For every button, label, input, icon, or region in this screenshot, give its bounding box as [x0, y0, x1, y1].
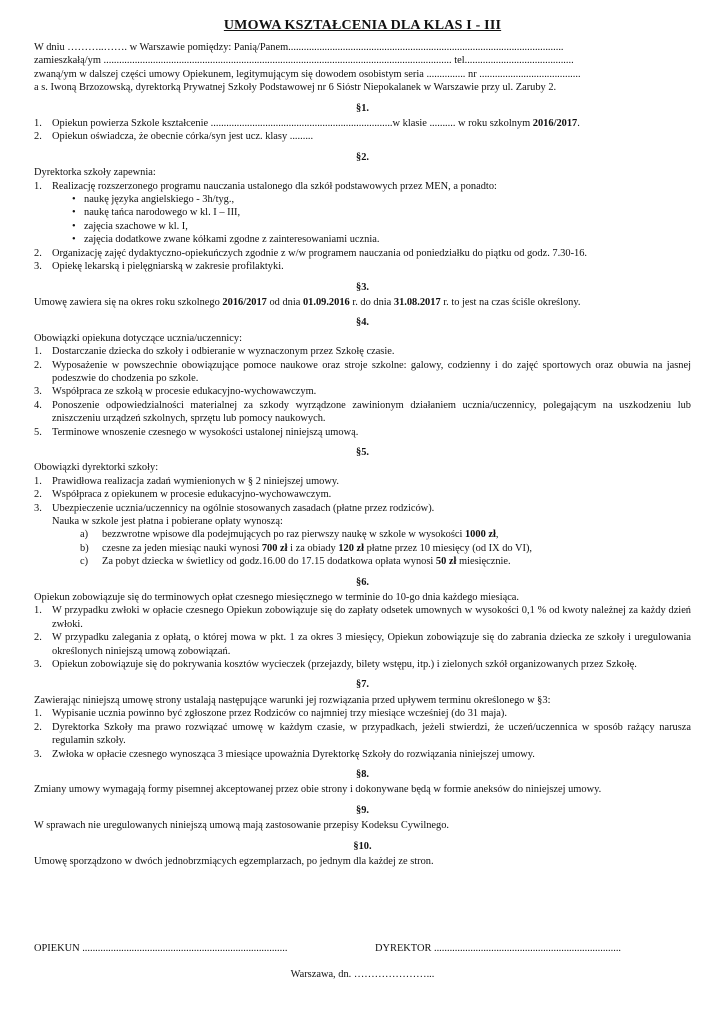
section-4-heading: §4.	[356, 317, 369, 329]
section-4-item-1: 1. Dostarczanie dziecka do szkoły i odbieranie w wyznaczonym przez Szkołę czasie.	[34, 346, 395, 358]
bullet-item: • naukę języka angielskiego - 3h/tyg.,	[72, 193, 691, 206]
section-5-list	[34, 475, 691, 515]
section-4-lead: Obowiązki opiekuna dotyczące ucznia/uczennicy:	[34, 332, 243, 344]
section-1-item-1: 1. Opiekun powierza Szkole kształcenie ......................................................................w klasie .......... w roku szkolnym 2016/2017.	[34, 118, 580, 130]
section-4-item-3: 3. Współpraca ze szkołą w procesie edukacyjno-wychowawczym.	[34, 386, 317, 398]
signature-row	[34, 942, 691, 956]
section-4-list	[34, 345, 691, 439]
section-5-heading: §5.	[356, 446, 369, 458]
fee-item-a: a) bezzwrotne wpisowe dla podejmujących po raz pierwszy naukę w szkole w wysokości 1000 zł,	[80, 529, 499, 541]
intro-block	[34, 41, 691, 95]
intro-line-2: zamieszkałą/ym ...................................................................................................................................... tel..........................................	[34, 55, 574, 67]
section-7-item-3: 3. Zwłoka w opłacie czesnego wynosząca 3 miesiące upoważnia Dyrektorkę Szkoły do rozwiązania niniejszej umowy.	[34, 748, 535, 760]
section-1-item-2: 2. Opiekun oświadcza, że obecnie córka/syn jest ucz. klasy .........	[34, 131, 314, 143]
section-6-lead: Opiekun zobowiązuje się do terminowych opłat czesnego miesięcznego w terminie do 10-go dnia każdego miesiąca.	[34, 592, 520, 604]
section-7-list	[34, 707, 691, 761]
intro-line-1: W dniu ………..……. w Warszawie pomiędzy: Panią/Panem..........................................................................................................	[34, 42, 564, 53]
intro-line-4: a s. Iwoną Brzozowską, dyrektorką Prywatnej Szkoły Podstawowej nr 6 Sióstr Niepokalanek w Warszawie przy ul. Zaruby 2.	[34, 82, 557, 94]
section-6-item-1: 1. W przypadku zwłoki w opłacie czesnego Opiekun zobowiązuje się do zapłaty odsetek umownych w wysokości 0,1 % od kwoty należnej za każdy dzień zwłoki.	[34, 605, 691, 630]
section-5-item-2: 2. Współpraca z opiekunem w procesie edukacyjno-wychowawczym.	[34, 489, 332, 501]
section-2-list	[34, 180, 691, 274]
bullet-item: • zajęcia szachowe w kl. I,	[72, 220, 691, 233]
section-5-item-3: 3. Ubezpieczenie ucznia/uczennicy na ogólnie stosowanych zasadach (płatne przez rodziców).	[34, 502, 435, 514]
section-5-fees-note: Nauka w szkole jest płatna i pobierane opłaty wynoszą:	[52, 516, 283, 527]
section-4-item-5: 5. Terminowe wnoszenie czesnego w wysokości ustalonej niniejszą umową.	[34, 426, 359, 438]
place-and-date: Warszawa, dn. …………………...	[290, 969, 435, 980]
intro-line-3: zwaną/ym w dalszej części umowy Opiekunem, legitymującym się dowodem osobistym seria ............... nr .......................................	[34, 68, 581, 80]
section-2-item-2: 2. Organizację zajęć dydaktyczno-opiekuńczych zgodnie z w/w programem nauczania od poniedziałku do piątku od godz. 7.30-16.	[34, 247, 588, 259]
section-4-item-2: 2. Wyposażenie w powszechnie obowiązujące pomoce naukowe oraz stroje szkolne: galowy, codzienny i do zajęć sportowych oraz obuwia na jasnej podeszwie do chodzenia po szkole.	[34, 359, 691, 384]
section-9-heading: §9.	[356, 804, 369, 816]
section-9-text: W sprawach nie uregulowanych niniejszą umową mają zastosowanie przepisy Kodeksu Cywilnego.	[34, 820, 450, 832]
section-7-heading: §7.	[356, 679, 369, 691]
section-2-lead: Dyrektorka szkoły zapewnia:	[34, 167, 156, 179]
fee-item-b: b) czesne za jeden miesiąc nauki wynosi 700 zł i za obiady 120 zł płatne przez 10 miesięcy (od IX do VI),	[80, 542, 533, 554]
section-7-item-1: 1. Wypisanie ucznia powinno być zgłoszone przez Rodziców co najmniej trzy miesiące wcześniej (do 31 maja).	[34, 708, 507, 720]
section-4-item-4: 4. Ponoszenie odpowiedzialności materialnej za szkody wyrządzone zawinionym działaniem ucznia/uczennicy, polegającym na uszkodzeniu lub zniszczeniu urządzeń szkolnych, sprzętu lub pomocy naukowych.	[34, 399, 691, 425]
section-3-text: Umowę zawiera się na okres roku szkolnego 2016/2017 od dnia 01.09.2016 r. do dnia 31.08.2017 r. to jest na czas ściśle określony.	[34, 296, 581, 308]
bullet-item: • naukę tańca narodowego w kl. I – III,	[72, 206, 691, 219]
bullet-item: • zajęcia dodatkowe zwane kółkami zgodne z zainteresowaniami ucznia.	[72, 233, 691, 246]
section-1-heading: §1.	[356, 102, 369, 114]
section-1-list	[34, 117, 691, 144]
fee-item-c: c) Za pobyt dziecka w świetlicy od godz.16.00 do 17.15 dodatkowa opłata wynosi 50 zł miesięcznie.	[80, 556, 511, 568]
section-8-text: Zmiany umowy wymagają formy pisemnej akceptowanej przez obie strony i dokonywane będą w formie aneksów do niniejszej umowy.	[34, 784, 602, 796]
contract-document	[34, 17, 691, 868]
section-2-item-3: 3. Opiekę lekarską i pielęgniarską w zakresie profilaktyki.	[34, 261, 284, 273]
section-10-heading: §10.	[353, 840, 372, 852]
section-2-item-1: 1. Realizację rozszerzonego programu nauczania ustalonego dla szkół podstawowych przez MEN, a ponadto: • naukę języka angielskiego - 3h/tyg., • naukę tańca narodowego w kl. I – III, • zajęcia szachowe w kl. I, • zajęcia dodatkowe zwane kółkami zgodne z zainteresowaniami ucznia.	[34, 180, 691, 247]
signature-guardian: OPIEKUN ...............................................................................	[34, 943, 288, 954]
section-10-text: Umowę sporządzono w dwóch jednobrzmiących egzemplarzach, po jednym dla każdej ze stron.	[34, 855, 434, 867]
section-6-heading: §6.	[356, 576, 369, 588]
section-7-item-2: 2. Dyrektorka Szkoły ma prawo rozwiązać umowę w każdym czasie, w przypadkach, jeżeli stwierdzi, że uczeń/uczennica w sposób rażący narusza regulamin szkoły.	[34, 721, 691, 747]
section-6-item-2: 2. W przypadku zalegania z opłatą, o której mowa w pkt. 1 za okres 3 miesięcy, Opiekun zobowiązuje się do zabrania dziecka ze szkoły i uregulowania określonych niniejszą umową zobowiązań.	[34, 632, 691, 657]
section-2-bullets	[52, 193, 691, 247]
section-3-heading: §3.	[356, 281, 369, 293]
section-5-lead: Obowiązki dyrektorki szkoły:	[34, 462, 159, 474]
section-2-heading: §2.	[356, 151, 369, 163]
document-title: UMOWA KSZTAŁCENIA DLA KLAS I - III	[223, 18, 502, 33]
section-8-heading: §8.	[356, 768, 369, 780]
section-5-fees-list	[34, 528, 691, 568]
section-5-item-1: 1. Prawidłowa realizacja zadań wymienionych w § 2 niniejszej umowy.	[34, 475, 339, 487]
section-6-list	[34, 604, 691, 671]
section-7-lead: Zawierając niniejszą umowę strony ustalają następujące warunki jej rozwiązania przed upływem terminu określonego w §3:	[34, 694, 551, 706]
signature-director: DYREKTOR ........................................................................	[375, 943, 622, 954]
section-6-item-3: 3. Opiekun zobowiązuje się do pokrywania kosztów wycieczek (przejazdy, bilety wstępu, itp.) i zielonych szkół organizowanych przez Szkołę.	[34, 659, 637, 671]
